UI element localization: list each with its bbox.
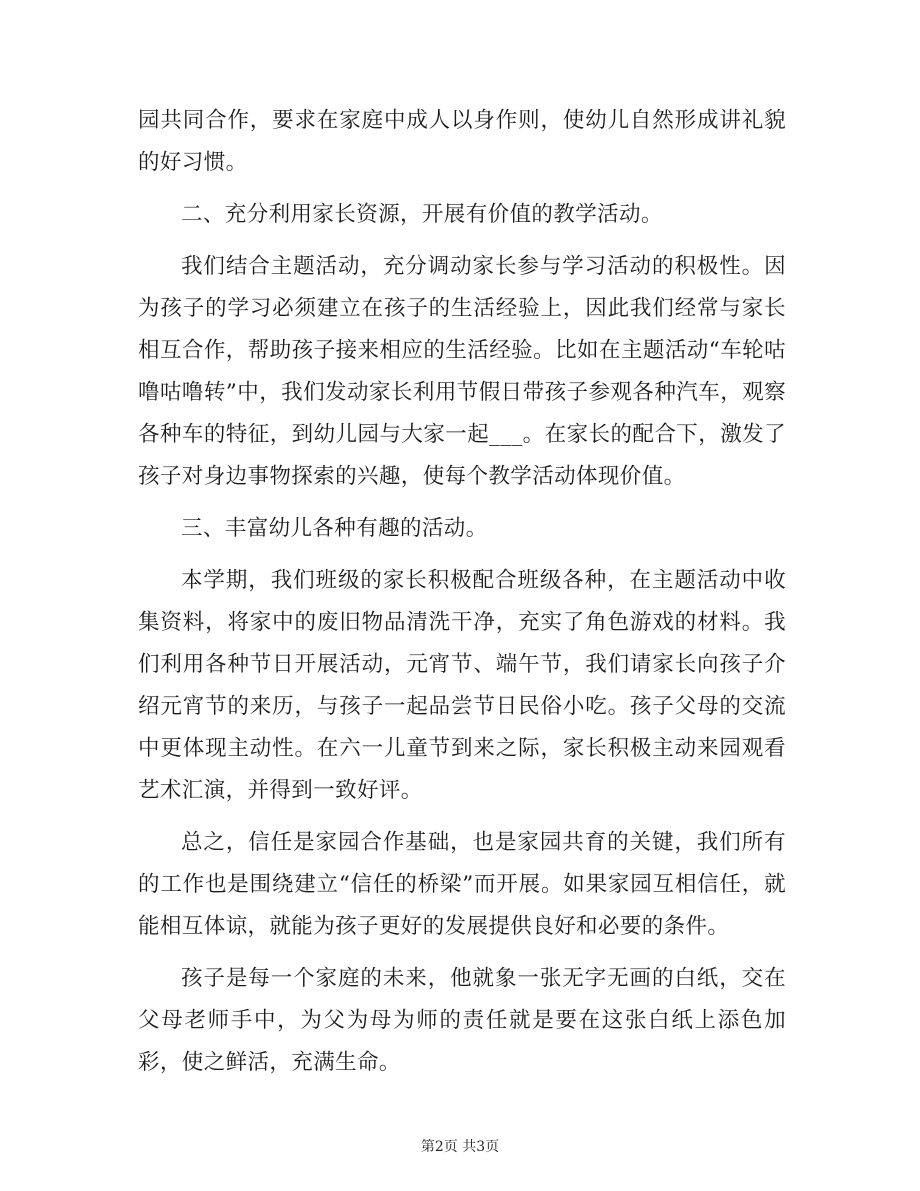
paragraph-1: 园共同合作，要求在家庭中成人以身作则，使幼儿自然形成讲礼貌的好习惯。 <box>138 108 786 175</box>
paragraph-3: 我们结合主题活动，充分调动家长参与学习活动的积极性。因为孩子的学习必须建立在孩子的生活经验上，因此我们经常与家长相互合作，帮助孩子接来相应的生活经验。比如在主题活动“车轮咕噜咕噜转”中，我们发动家长利用节假日带孩子参观各种汽车，观察各种车的特征，到幼儿园与大家一起___。在家长的配合下，激发了孩子对身边事物探索的兴趣，使每个教学活动体现价值。 <box>138 254 786 489</box>
paragraph-5: 本学期，我们班级的家长积极配合班级各种，在主题活动中收集资料，将家中的废旧物品清洗干净，充实了角色游戏的材料。我们利用各种节日开展活动，元宵节、端午节，我们请家长向孩子介绍元宵节的来历，与孩子一起品尝节日民俗小吃。孩子父母的交流中更体现主动性。在六一儿童节到来之际，家长积极主动来园观看艺术汇演，并得到一致好评。 <box>138 568 786 803</box>
paragraph-7: 孩子是每一个家庭的未来，他就象一张无字无画的白纸，交在父母老师手中，为父为母为师的责任就是要在这张白纸上添色加彩，使之鲜活，充满生命。 <box>138 966 786 1075</box>
page-footer: 第2页 共3页 <box>420 1139 500 1155</box>
paragraph-6: 总之，信任是家园合作基础，也是家园共育的关键，我们所有的工作也是围绕建立“信任的桥梁”而开展。如果家园互相信任，就能相互体谅，就能为孩子更好的发展提供良好和必要的条件。 <box>138 830 786 939</box>
document-body <box>138 100 786 1084</box>
section-heading-2: 二、充分利用家长资源，开展有价值的教学活动。 <box>181 202 663 227</box>
section-heading-3: 三、丰富幼儿各种有趣的活动。 <box>181 516 488 541</box>
